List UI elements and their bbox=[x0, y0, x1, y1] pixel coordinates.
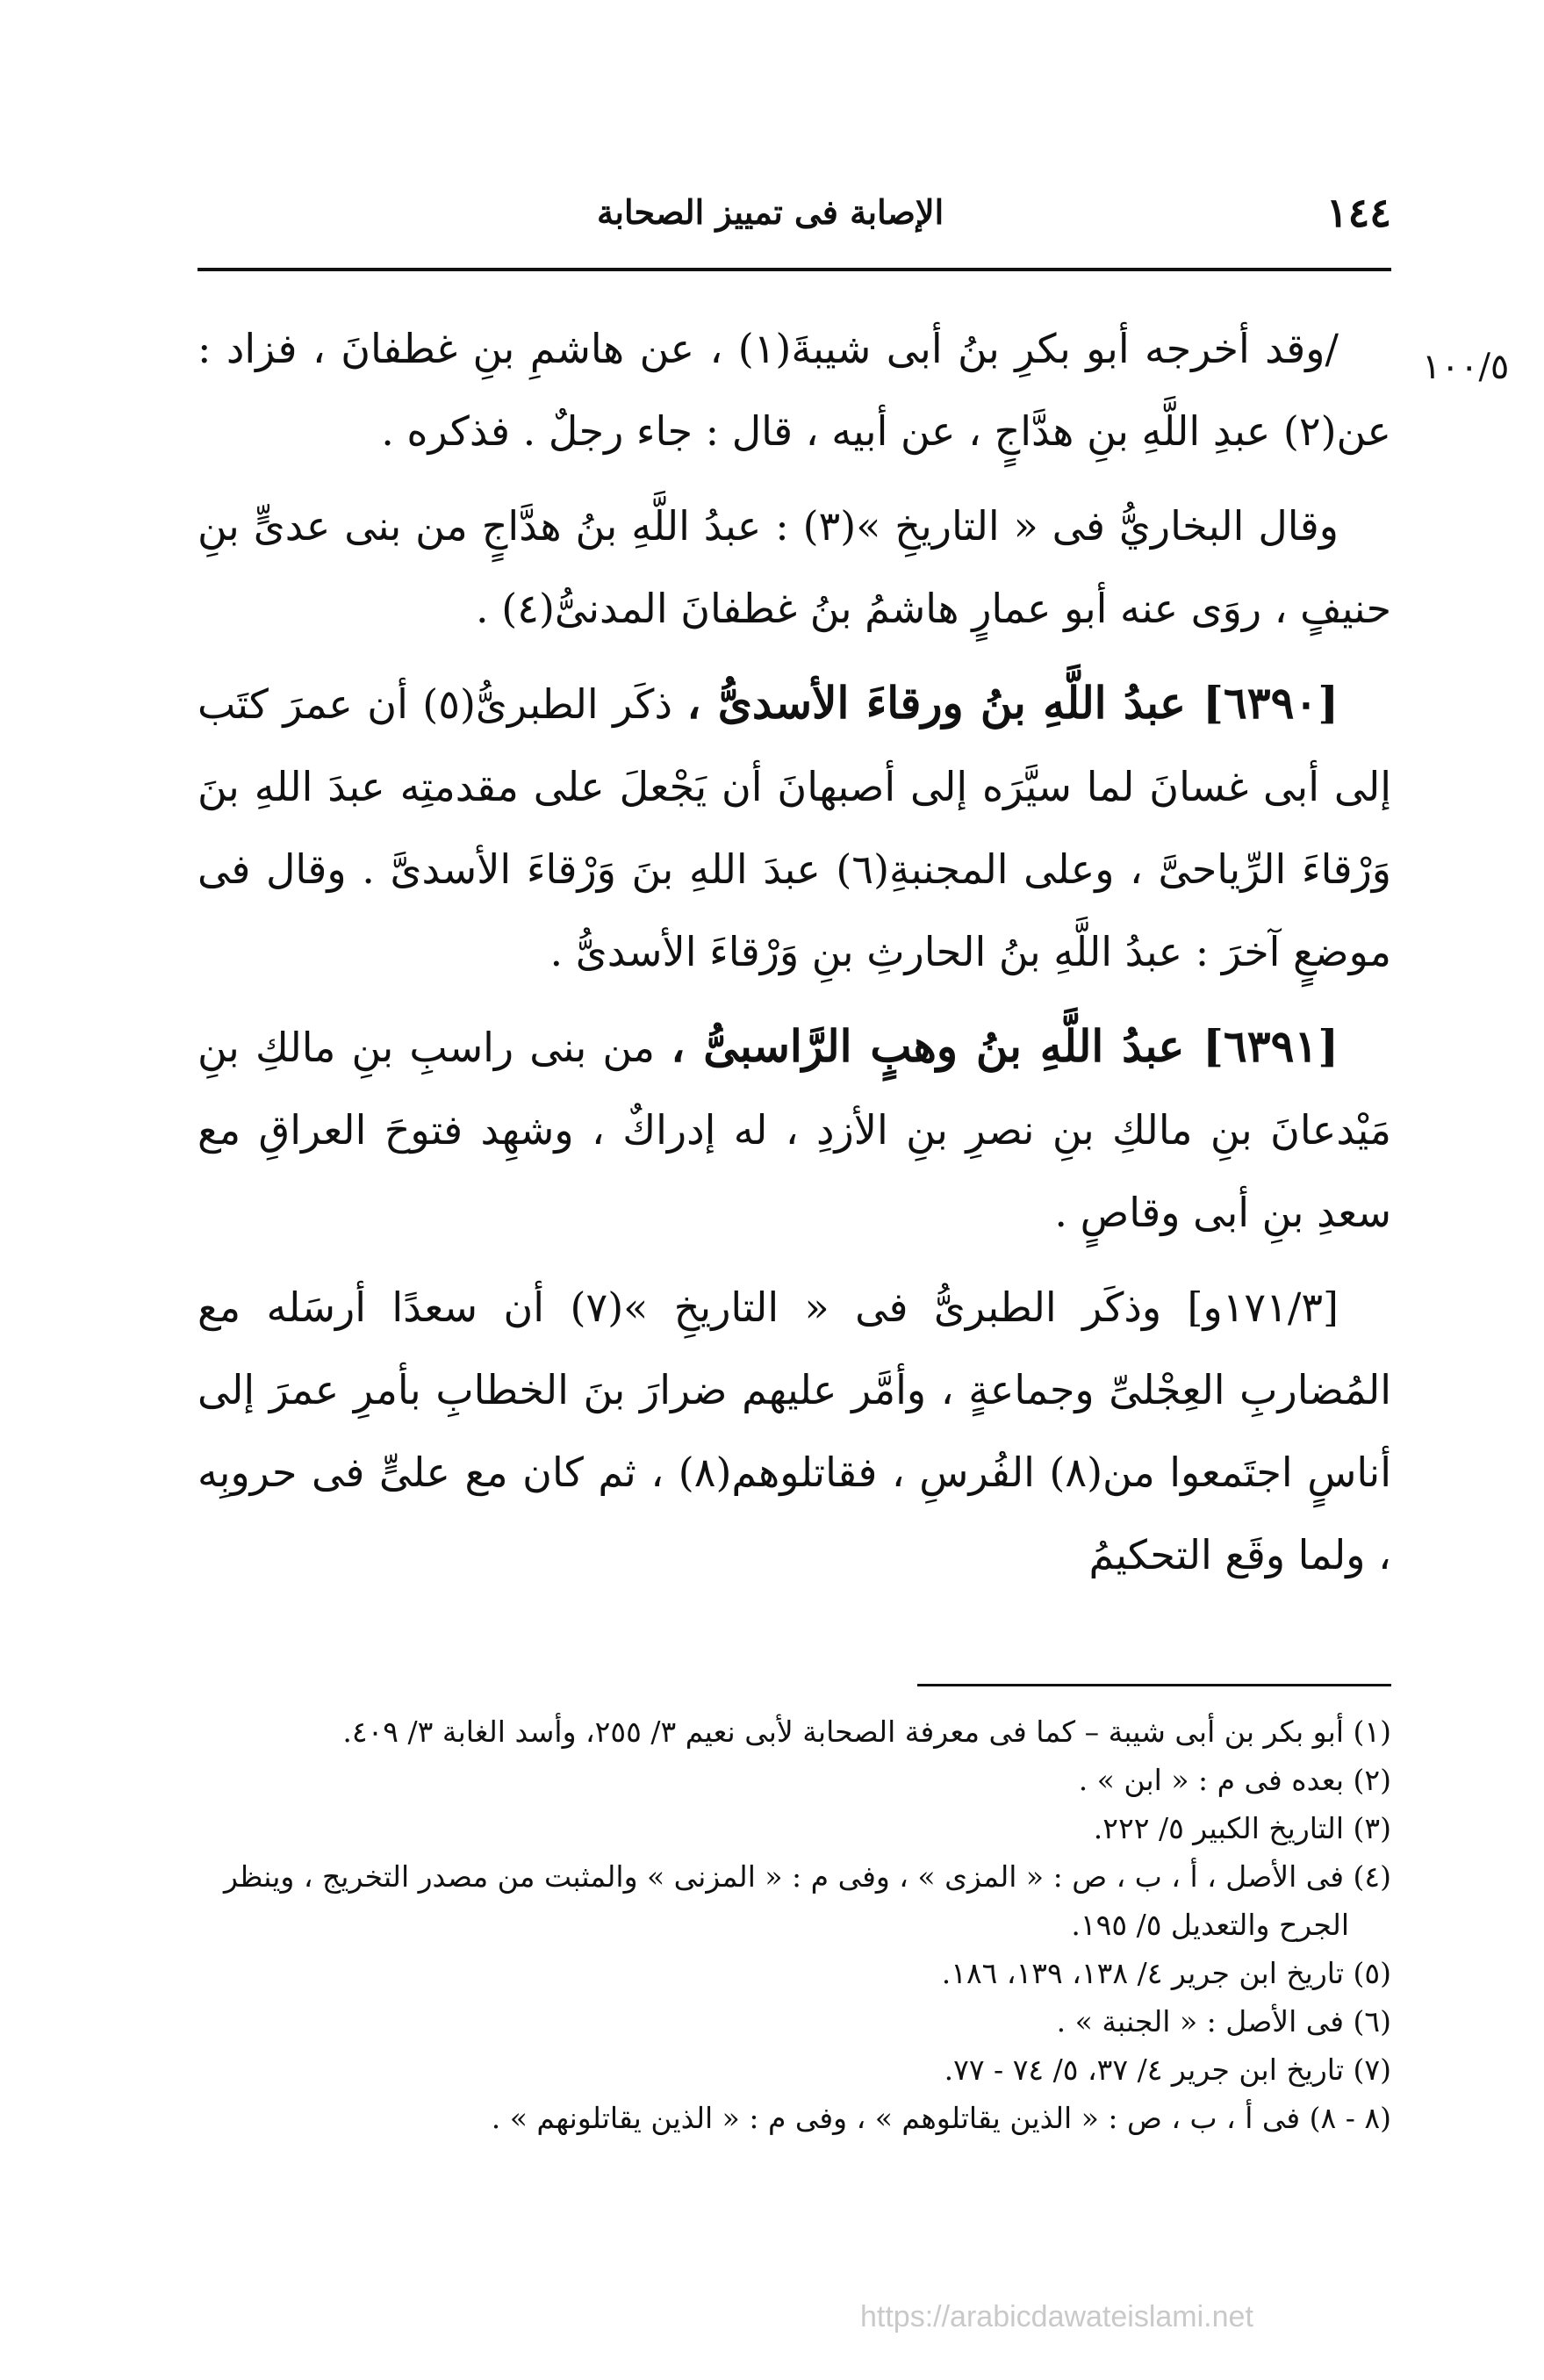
paragraph bbox=[197, 485, 1391, 650]
entry-heading: [٦٣٩٠] عبدُ اللَّهِ بنُ ورقاءَ الأسدىُّ ، bbox=[686, 677, 1339, 729]
main-text bbox=[197, 307, 1391, 1608]
running-title: الإصابة فى تمييز الصحابة bbox=[597, 192, 944, 232]
margin-reference: ١٠٠/٥ bbox=[1422, 347, 1510, 387]
paragraph-text: /وقد أخرجه أبو بكرِ بنُ أبى شيبةَ(١) ، عن هاشمِ بنِ غطفانَ ، فزاد : عن(٢) عبدِ اللَّهِ بنِ هدَّاجٍ ، عن أبيه ، قال : جاء رجلٌ . فذكره . bbox=[197, 325, 1391, 455]
footnotes bbox=[197, 1708, 1391, 2142]
paragraph-text: ذكَر الطبرىُّ(٥) أن عمرَ كتَب إلى أبى غسانَ لما سيَّرَه إلى أصبهانَ أن يَجْعلَ على مقدمتِه عبدَ اللهِ بنَ وَرْقاءَ الرِّياحىَّ ، وعلى المجنبةِ(٦) عبدَ اللهِ بنَ وَرْقاءَ الأسدىَّ . وقال فى موضعٍ آخرَ : عبدُ اللَّهِ بنُ الحارثِ بنِ وَرْقاءَ الأسدىُّ . bbox=[197, 680, 1391, 975]
footnote: (١) أبو بكر بن أبى شيبة – كما فى معرفة الصحابة لأبى نعيم ٣/ ٢٥٥، وأسد الغابة ٣/ ٤٠٩. bbox=[342, 1715, 1391, 1749]
footnote: (٥) تاريخ ابن جرير ٤/ ١٣٨، ١٣٩، ١٨٦. bbox=[941, 1956, 1391, 1990]
footnote-continuation: الجرح والتعديل ٥/ ١٩٥. bbox=[1071, 1908, 1349, 1942]
paragraph-text: من بنى راسبِ بنِ مالكِ بنِ مَيْدعانَ بنِ مالكِ بنِ نصرِ بنِ الأزدِ ، له إدراكٌ ، وشهِد فتوحَ العراقِ مع سعدِ بنِ أبى وقاصٍ . bbox=[197, 1024, 1391, 1236]
entry-paragraph bbox=[197, 662, 1391, 993]
footnote: (٦) فى الأصل : « الجنبة » . bbox=[1056, 2004, 1391, 2038]
footnote: (٧) تاريخ ابن جرير ٤/ ٣٧، ٥/ ٧٤ - ٧٧. bbox=[944, 2053, 1391, 2087]
paragraph bbox=[197, 307, 1391, 472]
entry-heading: [٦٣٩١] عبدُ اللَّهِ بنُ وهبٍ الرَّاسبىُّ ، bbox=[671, 1020, 1339, 1072]
footnote-rule bbox=[917, 1684, 1391, 1686]
page-number: ١٤٤ bbox=[1325, 189, 1391, 236]
paragraph-text: [١٧١/٣و] وذكَر الطبرىُّ فى « التاريخِ »(٧) أن سعدًا أرسَله مع المُضاربِ العِجْلىِّ وجماعةٍ ، وأمَّر عليهم ضرارَ بنَ الخطابِ بأمرِ عمرَ إلى أناسٍ اجتَمعوا من(٨) الفُرسِ ، فقاتلوهم(٨) ، ثم كان مع علىٍّ فى حروبِه ، ولما وقَع التحكيمُ bbox=[197, 1283, 1391, 1578]
header-rule bbox=[197, 268, 1391, 271]
page-header bbox=[597, 189, 1391, 241]
paragraph bbox=[197, 1266, 1391, 1596]
footnote: (٣) التاريخ الكبير ٥/ ٢٢٢. bbox=[1093, 1811, 1391, 1845]
entry-paragraph bbox=[197, 1005, 1391, 1254]
footnote: (٨ - ٨) فى أ ، ب ، ص : « الذين يقاتلوهم » ، وفى م : « الذين يقاتلونهم » . bbox=[491, 2101, 1391, 2135]
footnote: (٢) بعده فى م : « ابن » . bbox=[1078, 1763, 1391, 1797]
footnote: (٤) فى الأصل ، أ ، ب ، ص : « المزى » ، وفى م : « المزنى » والمثبت من مصدر التخريج ، وينظر bbox=[223, 1859, 1391, 1894]
paragraph-text: وقال البخاريُّ فى « التاريخِ »(٣) : عبدُ اللَّهِ بنُ هدَّاجٍ من بنى عدىٍّ بنِ حنيفٍ ، روَى عنه أبو عمارٍ هاشمُ بنُ غطفانَ المدنىُّ(٤) . bbox=[197, 502, 1391, 632]
watermark-url: https://arabicdawateislami.net bbox=[860, 2300, 1253, 2333]
